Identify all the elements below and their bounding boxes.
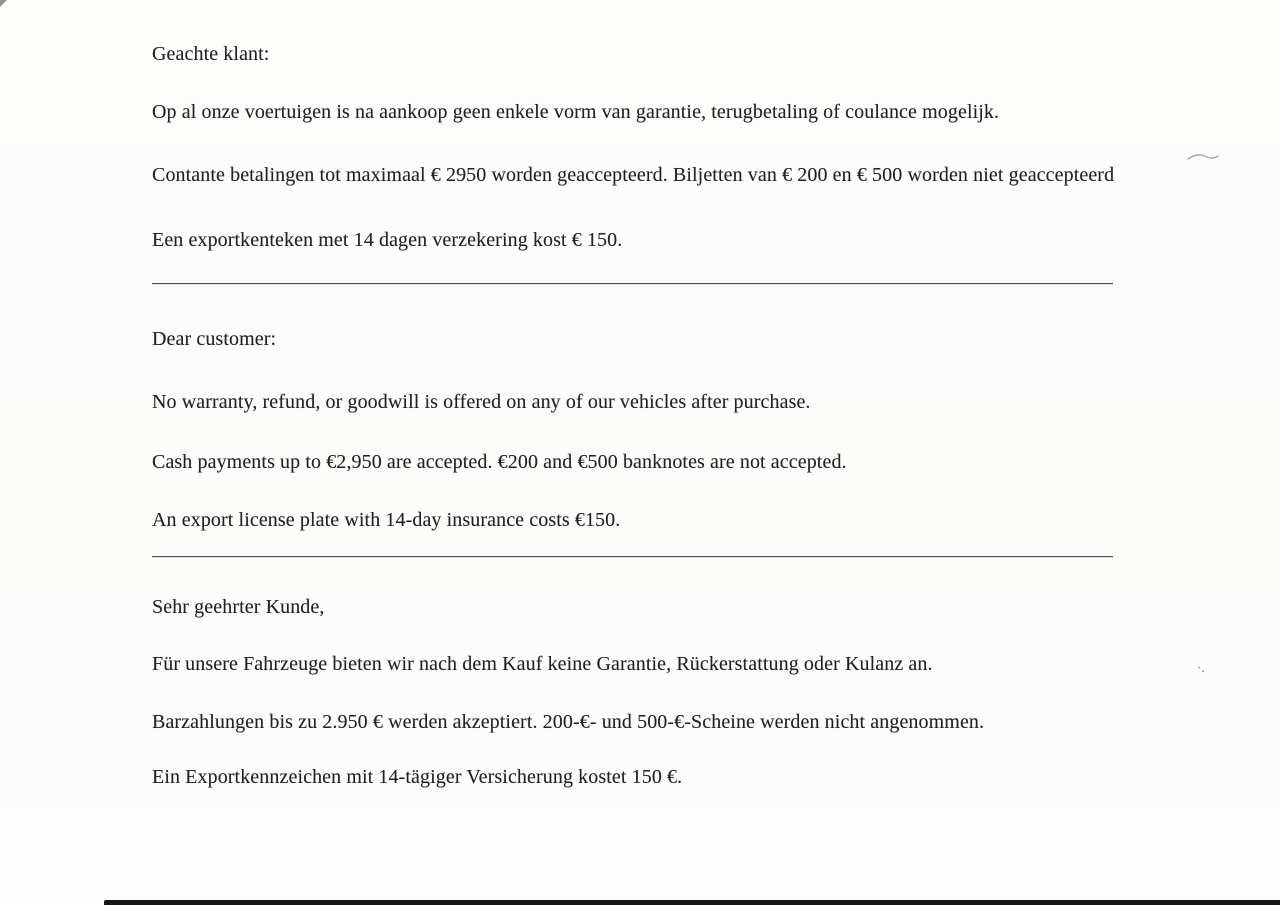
document-body — [152, 42, 1280, 789]
section-german — [152, 595, 1280, 789]
paragraph-dutch-export-plate: Een exportkenteken met 14 dagen verzekering kost € 150. — [152, 229, 623, 251]
scan-artifact-dot: ·. — [1197, 660, 1205, 675]
section-dutch — [152, 42, 1280, 252]
paragraph-english-warranty: No warranty, refund, or goodwill is offered on any of our vehicles after purchase. — [152, 391, 811, 413]
paragraph-german-cash: Barzahlungen bis zu 2.950 € werden akzeptiert. 200-€- und 500-€-Scheine werden nicht angenommen. — [152, 711, 985, 733]
scan-edge-bottom — [104, 900, 1280, 905]
section-divider — [152, 556, 1113, 557]
paragraph-german-export-plate: Ein Exportkennzeichen mit 14-tägiger Versicherung kostet 150 €. — [152, 766, 683, 788]
scan-artifact-corner — [0, 0, 7, 7]
paragraph-dutch-warranty: Op al onze voertuigen is na aankoop geen enkele vorm van garantie, terugbetaling of coulance mogelijk. — [152, 101, 1000, 123]
section-divider — [152, 283, 1113, 284]
greeting-german: Sehr geehrter Kunde, — [152, 596, 325, 618]
scan-artifact-pen-squiggle — [1186, 150, 1220, 164]
greeting-english: Dear customer: — [152, 328, 277, 350]
paragraph-english-export-plate: An export license plate with 14-day insurance costs €150. — [152, 509, 621, 531]
paragraph-german-warranty: Für unsere Fahrzeuge bieten wir nach dem Kauf keine Garantie, Rückerstattung oder Kulanz an. — [152, 653, 933, 675]
section-english — [152, 327, 1280, 532]
paragraph-dutch-cash: Contante betalingen tot maximaal € 2950 worden geaccepteerd. Biljetten van € 200 en € 500 worden niet geaccepteerd — [152, 164, 1115, 186]
greeting-dutch: Geachte klant: — [152, 43, 270, 65]
paragraph-english-cash: Cash payments up to €2,950 are accepted. €200 and €500 banknotes are not accepted. — [152, 451, 847, 473]
